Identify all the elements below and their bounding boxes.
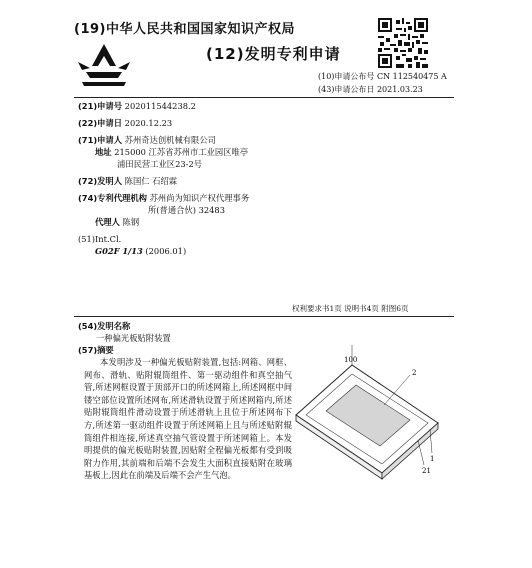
intcl-row xyxy=(95,245,186,258)
abstract-figure xyxy=(292,345,442,485)
agent: 陈钢 xyxy=(122,217,140,227)
intcl-label: (51)Int.Cl. xyxy=(78,234,122,244)
title-label: (54)发明名称 xyxy=(78,321,131,331)
page-counts: 权利要求书1页 说明书4页 附图6页 xyxy=(292,304,409,313)
qr-code xyxy=(378,18,428,68)
figure-label-2: 2 xyxy=(412,369,417,377)
inventors-row xyxy=(78,175,177,188)
filing-date-row xyxy=(78,117,172,130)
abstract-text: 本发明涉及一种偏光板贴附装置,包括:网箱、网框、网布、滑轨、贴附辊筒组件、第一驱动组件和真空抽气管,所述网框设置于顶部开口的所述网箱上,所述网框中间镂空部位设置所述网布,所述滑轨设置于所述网箱内,所述贴附辊筒组件滑动设置于所述滑轨上且位于所述网布下方,所述第一驱动组件设置于所述网箱上且与所述贴附辊筒组件相连接,所述真空抽气管设置于所述网箱上。本发明提供的偏光板贴附装置,因贴附全程偏光板都有受到吸附力作用,其前端和后端不会发生大面积直接贴附在玻璃基板上,因此在前端及后端不会产生气泡。 xyxy=(84,357,292,481)
applicant: 苏州奇达创机械有限公司 xyxy=(124,135,216,145)
publication-number-label: (10)申请公布号 xyxy=(318,72,375,81)
application-number: 202011544238.2 xyxy=(124,101,196,111)
applicant-row xyxy=(78,134,216,147)
office-name: (19)中华人民共和国国家知识产权局 xyxy=(74,22,295,37)
application-number-row xyxy=(78,100,196,113)
agent-label: 代理人 xyxy=(95,217,120,227)
figure-label-21: 21 xyxy=(422,467,431,475)
figure-label-100: 100 xyxy=(344,356,358,364)
intcl-version: (2006.01) xyxy=(145,246,187,256)
figure-label-1: 1 xyxy=(430,455,435,463)
agency-label: (74)专利代理机构 xyxy=(78,193,147,203)
application-number-label: (21)申请号 xyxy=(78,101,123,111)
applicant-label: (71)申请人 xyxy=(78,135,123,145)
inventors-label: (72)发明人 xyxy=(78,176,123,186)
agency-line-1: 苏州尚为知识产权代理事务 xyxy=(149,193,250,203)
address-label: 地址 xyxy=(95,147,112,157)
address-line-1: 215000 江苏省苏州市工业园区唯亭 xyxy=(114,147,249,157)
address-row xyxy=(95,146,248,159)
publication-number: CN 112540475 A xyxy=(376,72,447,81)
document-type: (12)发明专利申请 xyxy=(206,45,341,63)
filing-date-label: (22)申请日 xyxy=(78,118,123,128)
agency-line-2: 所(普通合伙) 32483 xyxy=(148,205,225,215)
publication-date-label: (43)申请公布日 xyxy=(318,85,375,94)
inventors: 陈国仁 石绍霖 xyxy=(124,176,178,186)
agent-row xyxy=(95,216,139,229)
publication-date-row xyxy=(318,84,423,96)
filing-date: 2020.12.23 xyxy=(124,118,173,128)
abstract-label: (57)摘要 xyxy=(78,345,114,355)
address-line-2: 浦田民营工业区23-2号 xyxy=(117,159,203,169)
agency-row xyxy=(78,192,249,205)
cnipa-logo xyxy=(76,42,132,90)
intcl-class: G02F 1/13 xyxy=(95,246,143,256)
section-rule xyxy=(74,316,454,317)
header-rule xyxy=(74,97,454,98)
invention-title: 一种偏光板贴附装置 xyxy=(96,333,171,343)
publication-date: 2021.03.23 xyxy=(376,85,423,94)
publication-number-row xyxy=(318,71,447,83)
